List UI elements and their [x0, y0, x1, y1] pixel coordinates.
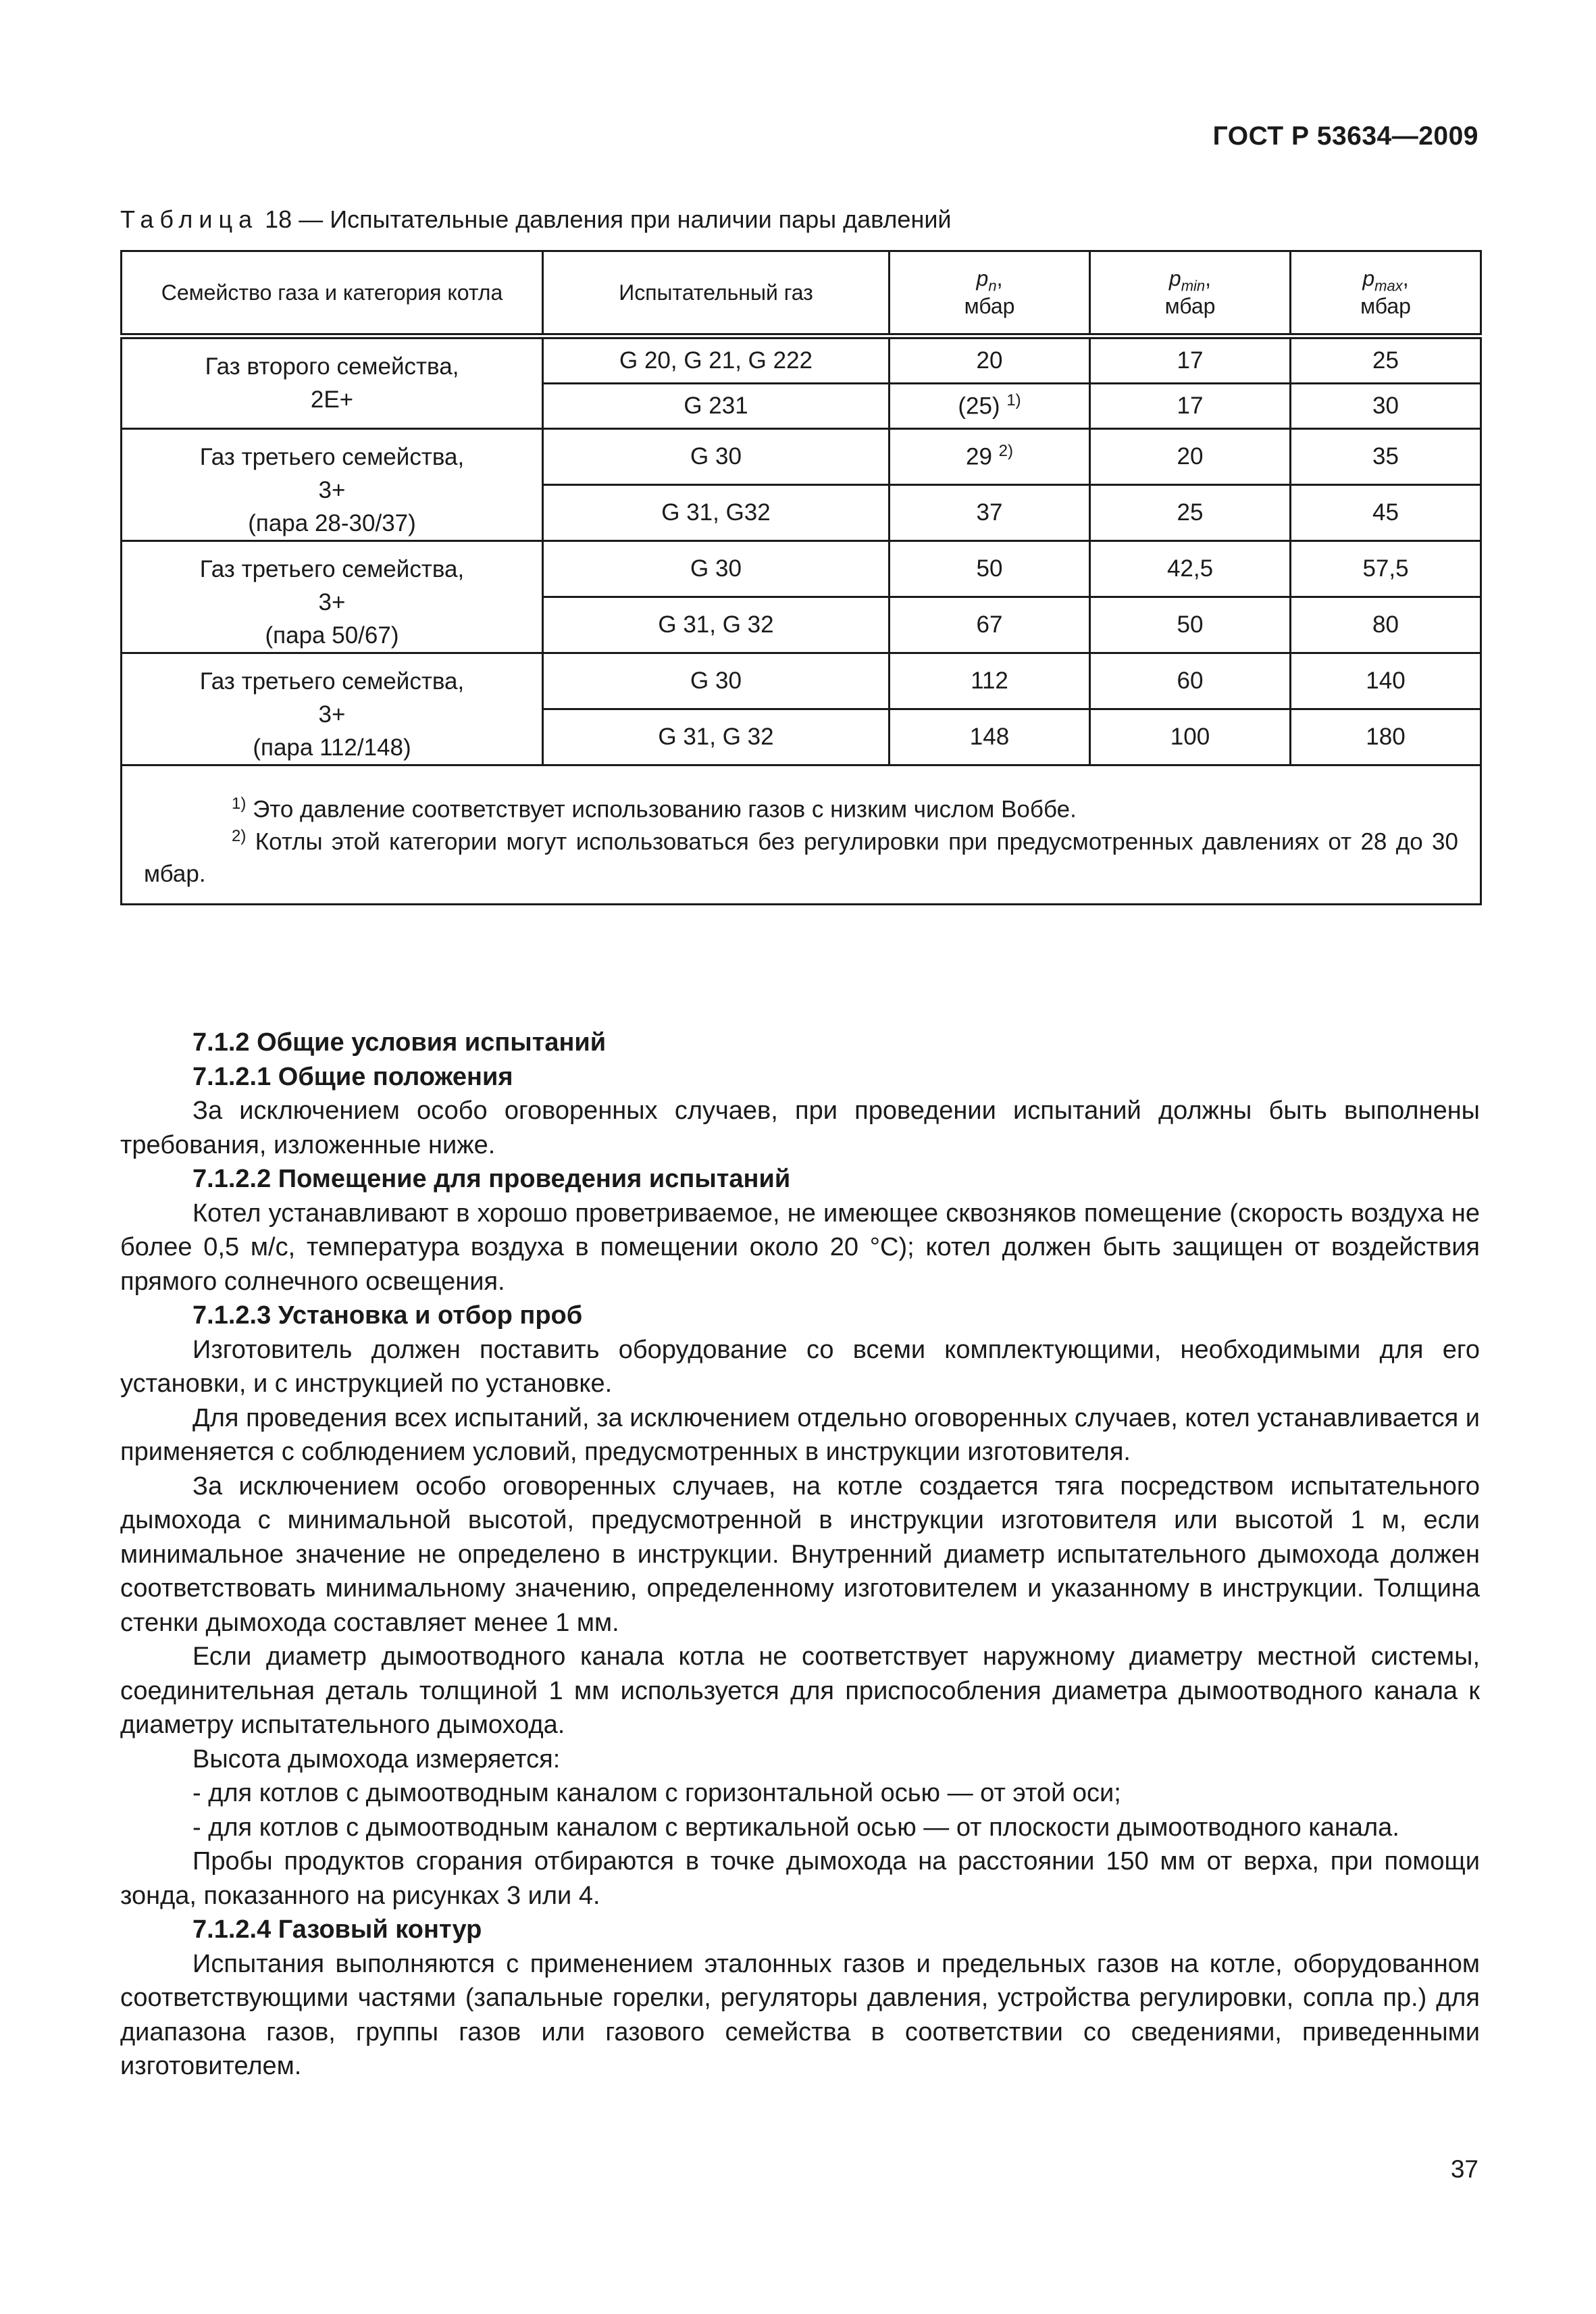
header-pn: $p_n$, мбар	[890, 251, 1090, 336]
paragraph: За исключением особо оговоренных случаев, на котле создается тяга посредством испытательного дымохода с минимальной высотой, предусмотренной в инструкции изготовителя или высотой 1 м, если минимальное значение не определено в инструкции. Внутренний диаметр испытательного дымохода должен соответствовать минимальному значению, определенному изготовителем и указанному в инструкции. Толщина стенки дымохода составляет менее 1 мм.	[120, 1472, 1480, 1637]
table-row	[122, 653, 1481, 709]
section-heading: 7.1.2.1 Общие положения	[192, 1062, 513, 1091]
gas-family-cell	[122, 336, 543, 429]
test-gas-cell: G 30	[543, 429, 890, 485]
test-gas-cell: G 20, G 21, G 222	[543, 336, 890, 384]
pmax-cell: 45	[1291, 485, 1481, 541]
pmax-cell: 57,5	[1291, 541, 1481, 597]
footnote: $^{2)}$ Котлы этой категории могут использоваться без регулировки при предусмотренных давлениях от 28 до 30 мбар.	[144, 826, 1458, 887]
pmax-cell: 25	[1291, 336, 1481, 384]
gas-family-line: (пара 112/148)	[253, 734, 411, 761]
pmax-cell: 35	[1291, 429, 1481, 485]
gas-family-cell	[122, 429, 543, 541]
test-gas-cell: G 31, G 32	[543, 597, 890, 653]
table-caption	[120, 205, 952, 234]
section-heading: 7.1.2.4 Газовый контур	[192, 1915, 482, 1944]
gas-family-line: Газ второго семейства,	[205, 353, 459, 380]
page-number: 37	[1450, 2155, 1478, 2183]
test-gas-cell: G 30	[543, 653, 890, 709]
gas-family-line: Газ третьего семейства,	[199, 556, 465, 582]
paragraph: Изготовитель должен поставить оборудование со всеми комплектующими, необходимыми для его установки, и с инструкцией по установке.	[120, 1335, 1480, 1398]
paragraph: Для проведения всех испытаний, за исключением отдельно оговоренных случаев, котел устанавливается и применяется с соблюдением условий, предусмотренных в инструкции изготовителя.	[120, 1403, 1480, 1466]
gas-family-cell	[122, 653, 543, 765]
paragraph: Высота дымохода измеряется:	[192, 1744, 561, 1774]
paragraph: Если диаметр дымоотводного канала котла не соответствует наружному диаметру местной системы, соединительная деталь толщиной 1 мм используется для приспособления диаметра дымоотводного канала к диаметру испытательного дымохода.	[120, 1642, 1480, 1739]
test-gas-cell: G 30	[543, 541, 890, 597]
paragraph: - для котлов с дымоотводным каналом с вертикальной осью — от плоскости дымоотводного канала.	[192, 1813, 1399, 1842]
pn-cell: 29 $^{2)}$	[890, 429, 1090, 485]
gas-family-line: Газ третьего семейства,	[199, 668, 465, 695]
pn-cell: 112	[890, 653, 1090, 709]
pn-cell: 20	[890, 336, 1090, 384]
footnote: $^{1)}$ Это давление соответствует использованию газов с низким числом Воббе.	[232, 795, 1077, 823]
paragraph: - для котлов с дымоотводным каналом с горизонтальной осью — от этой оси;	[192, 1779, 1121, 1807]
header-pmin: $p_{min}$, мбар	[1090, 251, 1291, 336]
pmax-cell: 80	[1291, 597, 1481, 653]
footnote-ref: 2)	[998, 442, 1013, 461]
pn-cell: 67	[890, 597, 1090, 653]
header-pmax: $p_{max}$, мбар	[1291, 251, 1481, 336]
gas-family-line: 2Е+	[310, 386, 354, 413]
section-heading: 7.1.2.3 Установка и отбор проб	[192, 1301, 583, 1330]
table-body	[122, 336, 1481, 905]
pmax-cell: 140	[1291, 653, 1481, 709]
paragraph: За исключением особо оговоренных случаев, при проведении испытаний должны быть выполнены требования, изложенные ниже.	[120, 1097, 1480, 1159]
pmax-cell: 180	[1291, 709, 1481, 765]
table-caption-text: 18 — Испытательные давления при наличии пары давлений	[258, 205, 952, 233]
paragraph: Котел устанавливают в хорошо проветриваемое, не имеющее сквозняков помещение (скорость воздуха не более 0,5 м/с, температура воздуха в помещении около 20 °С); котел должен быть защищен от воздействия прямого солнечного освещения.	[120, 1199, 1480, 1296]
pn-cell: 37	[890, 485, 1090, 541]
pmin-cell: 20	[1090, 429, 1291, 485]
gas-family-line: Газ третьего семейства,	[199, 444, 465, 470]
gas-family-cell	[122, 541, 543, 653]
test-gas-cell: G 231	[543, 384, 890, 429]
pmin-cell: 25	[1090, 485, 1291, 541]
pmax-cell: 30	[1291, 384, 1481, 429]
gas-family-line: 3+	[318, 701, 346, 728]
test-gas-cell: G 31, G 32	[543, 709, 890, 765]
paragraph: Пробы продуктов сгорания отбираются в точке дымохода на расстоянии 150 мм от верха, при помощи зонда, показанного на рисунках 3 или 4.	[120, 1847, 1480, 1910]
footnotes-row	[122, 765, 1481, 905]
paragraph: Испытания выполняются с применением эталонных газов и предельных газов на котле, оборудованном соответствующими частями (запальные горелки, регуляторы давления, устройства регулировки, сопла пр.) для диапазона газов, группы газов или газового семейства в соответствии со сведениями, приведенными изготовителем.	[120, 1949, 1480, 2080]
test-gas-cell: G 31, G32	[543, 485, 890, 541]
test-pressures-table	[120, 250, 1482, 905]
pn-cell: (25) $^{1)}$	[890, 384, 1090, 429]
gas-family-line: (пара 50/67)	[265, 622, 399, 649]
pmin-cell: 60	[1090, 653, 1291, 709]
gas-family-line: 3+	[318, 477, 346, 503]
pmin-cell: 42,5	[1090, 541, 1291, 597]
section-heading: 7.1.2 Общие условия испытаний	[192, 1028, 607, 1057]
standard-designation: ГОСТ Р 53634—2009	[1212, 122, 1478, 151]
table-row	[122, 429, 1481, 485]
table-row	[122, 541, 1481, 597]
table-footnotes	[122, 765, 1481, 905]
header-family: Семейство газа и категория котла	[122, 251, 543, 336]
pn-cell: 148	[890, 709, 1090, 765]
table-row	[122, 336, 1481, 384]
pmin-cell: 17	[1090, 384, 1291, 429]
section-7-1-2	[120, 1026, 1480, 2084]
gas-family-line: (пара 28-30/37)	[248, 510, 416, 536]
section-heading: 7.1.2.2 Помещение для проведения испытаний	[192, 1165, 791, 1193]
pn-cell: 50	[890, 541, 1090, 597]
pmin-cell: 50	[1090, 597, 1291, 653]
table-header-row	[122, 251, 1481, 336]
footnote-ref: 1)	[1006, 391, 1021, 410]
pmin-cell: 100	[1090, 709, 1291, 765]
pmin-cell: 17	[1090, 336, 1291, 384]
table-caption-prefix: Таблица	[120, 205, 259, 233]
header-test-gas: Испытательный газ	[543, 251, 890, 336]
gas-family-line: 3+	[318, 589, 346, 615]
